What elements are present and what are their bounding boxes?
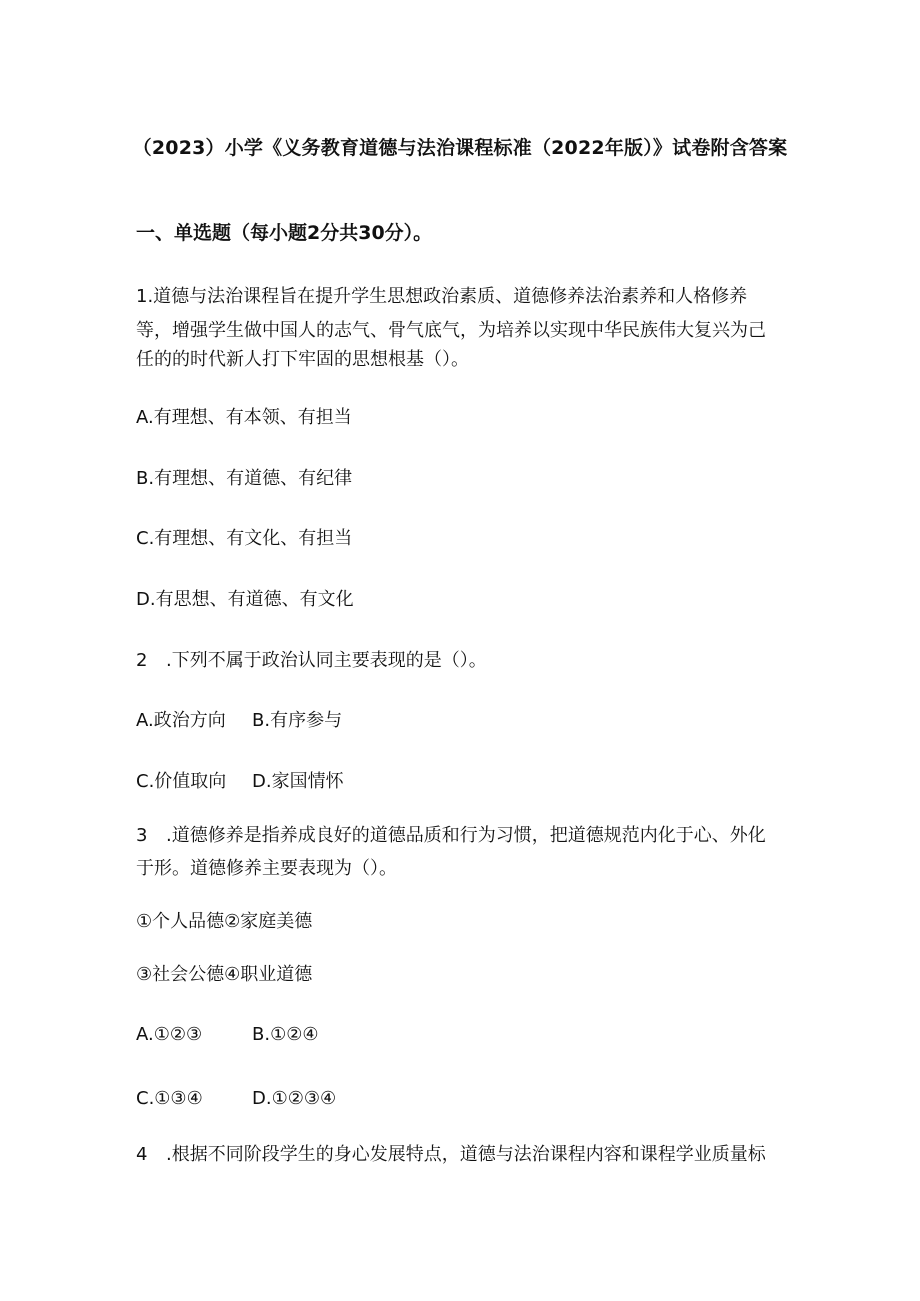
q2-option-b: B.有序参与 <box>252 710 343 731</box>
q3-items-line-1: ①个人品德②家庭美德 <box>136 911 313 932</box>
q3-stem-line-2: 于形。道德修养主要表现为（）。 <box>136 858 397 879</box>
q3-options-row-1 <box>136 1024 319 1045</box>
section-heading: 一、单选题（每小题2分共30分）。 <box>136 222 433 244</box>
q2-option-c: C.价值取向 <box>136 771 227 792</box>
q3-items-line-2: ③社会公德④职业道德 <box>136 964 313 985</box>
q3-option-b: B.①②④ <box>252 1024 319 1045</box>
q2-option-d: D.家国情怀 <box>252 771 344 792</box>
q1-line-2: 等，增强学生做中国人的志气、骨气底气，为培养以实现中华民族伟大复兴为己 <box>136 320 766 341</box>
q1-line-1: 1.道德与法治课程旨在提升学生思想政治素质、道德修养法治素养和人格修养 <box>136 286 748 307</box>
q2-options-row-2 <box>136 771 344 792</box>
q2-text: .下列不属于政治认同主要表现的是（）。 <box>166 650 487 671</box>
q3-option-d: D.①②③④ <box>252 1088 337 1109</box>
q3-options-row-2 <box>136 1088 337 1109</box>
q4-text: .根据不同阶段学生的身心发展特点，道德与法治课程内容和课程学业质量标 <box>166 1144 766 1165</box>
q3-number: 3 <box>136 825 148 846</box>
q2-stem <box>136 652 487 670</box>
document-title: （2023）小学《义务教育道德与法治课程标准（2022年版）》试卷附含答案 <box>132 137 788 159</box>
q3-text-1: .道德修养是指养成良好的道德品质和行为习惯，把道德规范内化于心、外化 <box>166 825 766 846</box>
q3-option-a: A.①②③ <box>136 1024 203 1045</box>
q1-option-b: B.有理想、有道德、有纪律 <box>136 468 353 489</box>
q1-option-a: A.有理想、有本领、有担当 <box>136 407 352 428</box>
q1-option-c: C.有理想、有文化、有担当 <box>136 528 353 549</box>
q2-number: 2 <box>136 650 148 671</box>
q2-options-row-1 <box>136 710 343 731</box>
q3-option-c: C.①③④ <box>136 1088 203 1109</box>
q3-stem-line-1 <box>136 827 766 845</box>
q2-option-a: A.政治方向 <box>136 710 226 731</box>
q4-stem <box>136 1146 766 1164</box>
q1-line-3: 任的的时代新人打下牢固的思想根基（）。 <box>136 349 469 370</box>
q1-option-d: D.有思想、有道德、有文化 <box>136 589 354 610</box>
q4-number: 4 <box>136 1144 148 1165</box>
